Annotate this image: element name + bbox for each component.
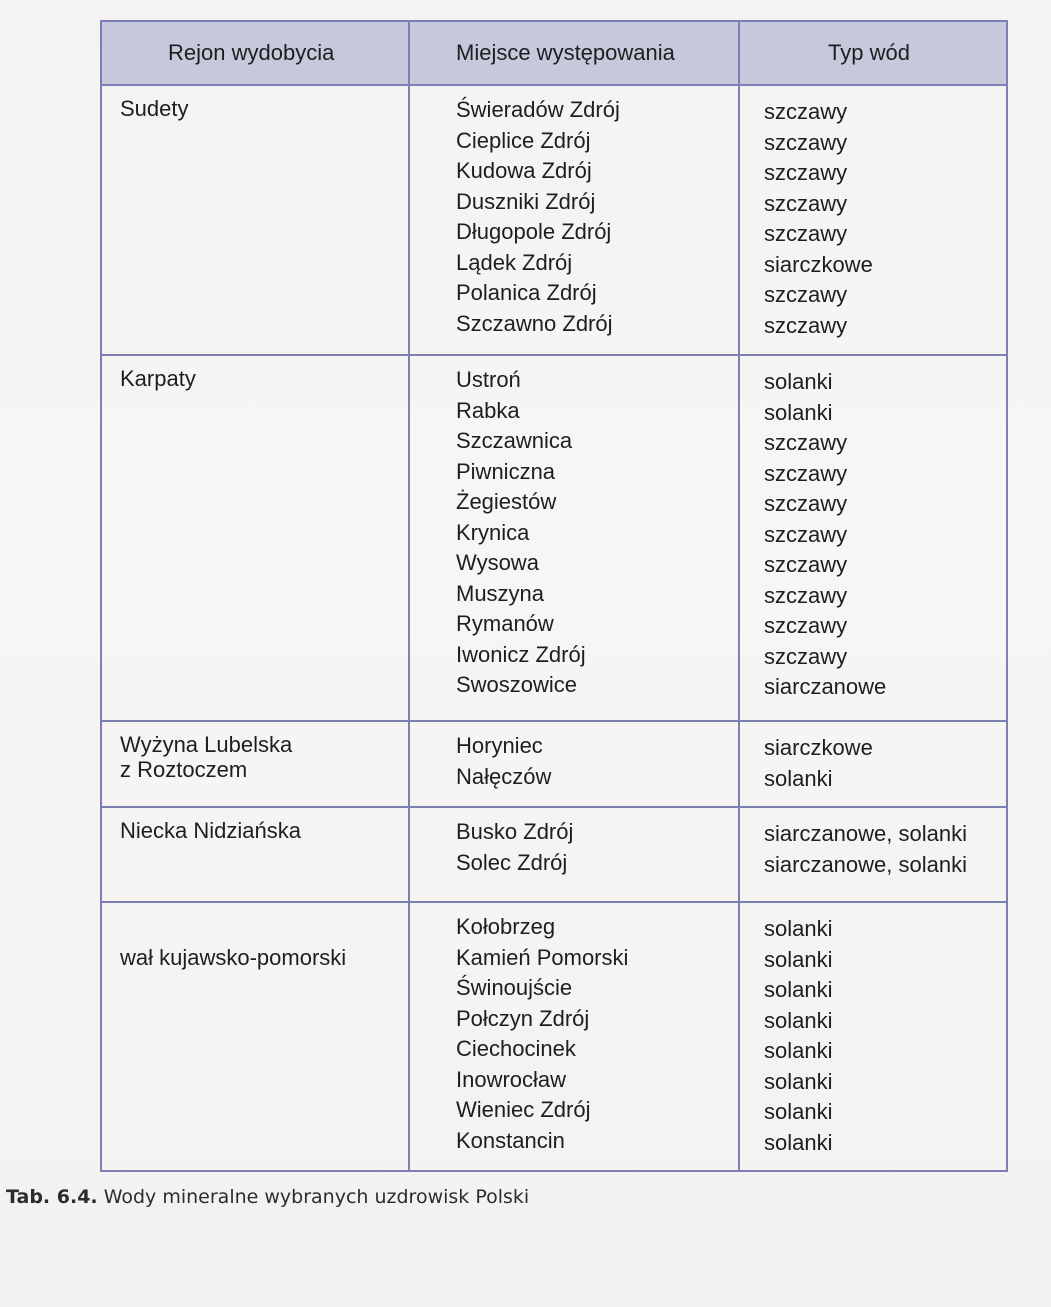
table-header-row	[101, 21, 1007, 85]
water-type: szczawy	[764, 312, 848, 338]
place-name: Kudowa Zdrój	[456, 158, 592, 183]
water-type: solanki	[764, 765, 833, 791]
place-name: Wieniec Zdrój	[456, 1097, 591, 1122]
water-type: siarczkowe	[764, 735, 873, 760]
region-name: Niecka Nidziańska	[120, 818, 301, 843]
place-name: Konstancin	[456, 1127, 565, 1153]
region-cell	[101, 721, 409, 807]
water-type: solanki	[764, 977, 833, 1002]
place-name: Piwniczna	[456, 458, 556, 484]
place-name: Ciechocinek	[456, 1036, 576, 1061]
header-water-type: Typ wód	[739, 21, 1007, 85]
places-cell	[409, 721, 739, 807]
place-name: Rabka	[456, 397, 520, 423]
table-row	[101, 355, 1007, 721]
places-cell	[409, 355, 739, 721]
place-name: Iwonicz Zdrój	[456, 641, 586, 667]
place-name: Żegiestów	[456, 489, 557, 514]
water-type: szczawy	[764, 460, 848, 486]
header-place: Miejsce występowania	[409, 21, 739, 85]
types-cell	[739, 807, 1007, 902]
region-name: wał kujawsko-pomorski	[120, 945, 347, 970]
table-row	[101, 85, 1007, 355]
place-name: Muszyna	[456, 580, 545, 606]
place-name: Busko Zdrój	[456, 819, 574, 844]
place-name: Inowrocław	[456, 1066, 567, 1092]
table-row	[101, 807, 1007, 902]
water-type: solanki	[764, 946, 833, 972]
water-type: szczawy	[764, 430, 848, 455]
region-name: Karpaty	[120, 366, 196, 391]
place-name: Długopole Zdrój	[456, 219, 612, 244]
water-type: szczawy	[764, 643, 848, 669]
place-name: Solec Zdrój	[456, 849, 568, 875]
water-type: siarczanowe, solanki	[764, 821, 967, 846]
water-type: szczawy	[764, 221, 848, 246]
header-region: Rejon wydobycia	[101, 21, 409, 85]
region-cell	[101, 355, 409, 721]
mineral-waters-table	[100, 20, 1008, 1172]
region-cell	[101, 807, 409, 902]
water-type: szczawy	[764, 582, 848, 608]
types-cell	[739, 721, 1007, 807]
place-name: Wysowa	[456, 550, 539, 575]
water-type: szczawy	[764, 190, 848, 216]
water-type: szczawy	[764, 552, 848, 577]
water-type: siarczanowe	[764, 674, 887, 699]
place-name: Ustroń	[456, 367, 521, 392]
place-name: Lądek Zdrój	[456, 249, 573, 275]
water-type: solanki	[764, 1007, 833, 1033]
place-name: Duszniki Zdrój	[456, 188, 596, 214]
place-name: Swoszowice	[456, 672, 578, 697]
place-name: Kamień Pomorski	[456, 944, 629, 970]
place-name: Nałęczów	[456, 763, 552, 789]
water-type: szczawy	[764, 160, 848, 185]
water-type: solanki	[764, 369, 833, 394]
region-name: z Roztoczem	[120, 757, 248, 782]
place-name: Horyniec	[456, 733, 543, 758]
water-type: solanki	[764, 1129, 833, 1155]
water-type: szczawy	[764, 129, 848, 155]
place-name: Cieplice Zdrój	[456, 127, 591, 153]
place-name: Polanica Zdrój	[456, 280, 597, 305]
table-row	[101, 902, 1007, 1171]
place-name: Szczawno Zdrój	[456, 310, 613, 336]
water-type: solanki	[764, 1099, 833, 1124]
place-name: Krynica	[456, 519, 530, 545]
water-type: siarczanowe, solanki	[764, 851, 967, 877]
region-name: Wyżyna Lubelska	[120, 732, 293, 757]
place-name: Rymanów	[456, 611, 554, 636]
caption-label: Tab. 6.4.	[6, 1186, 98, 1208]
water-type: solanki	[764, 916, 833, 941]
table-caption	[6, 1186, 529, 1208]
water-type: szczawy	[764, 613, 848, 638]
places-cell	[409, 807, 739, 902]
types-cell	[739, 85, 1007, 355]
place-name: Świeradów Zdrój	[456, 97, 620, 122]
types-cell	[739, 902, 1007, 1171]
places-cell	[409, 902, 739, 1171]
water-type: szczawy	[764, 99, 848, 124]
place-name: Świnoujście	[456, 975, 573, 1000]
water-type: siarczkowe	[764, 251, 873, 277]
water-type: solanki	[764, 399, 833, 425]
water-type: szczawy	[764, 491, 848, 516]
place-name: Połczyn Zdrój	[456, 1005, 590, 1031]
types-cell	[739, 355, 1007, 721]
places-cell	[409, 85, 739, 355]
water-type: solanki	[764, 1068, 833, 1094]
water-type: szczawy	[764, 521, 848, 547]
region-cell	[101, 902, 409, 1171]
place-name: Kołobrzeg	[456, 914, 556, 939]
caption-text: Wody mineralne wybranych uzdrowisk Polski	[103, 1186, 530, 1208]
water-type: szczawy	[764, 282, 848, 307]
water-type: solanki	[764, 1038, 833, 1063]
region-cell	[101, 85, 409, 355]
place-name: Szczawnica	[456, 428, 573, 453]
region-name: Sudety	[120, 96, 189, 121]
table-row	[101, 721, 1007, 807]
